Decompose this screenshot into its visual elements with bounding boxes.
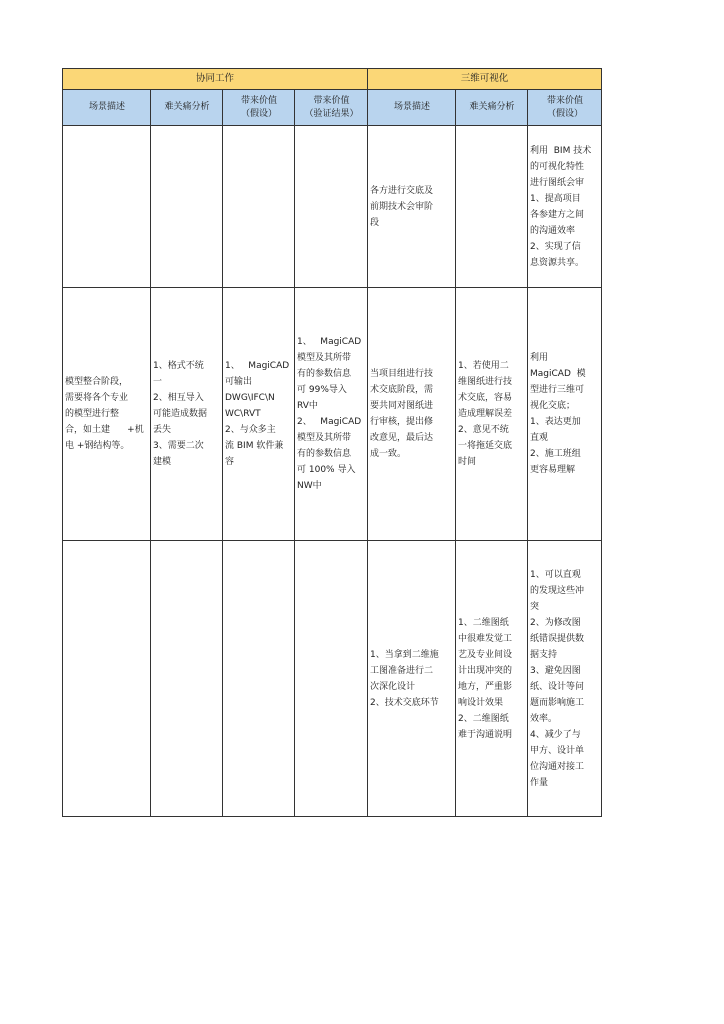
table-cell: 各方进行交底及 前期技术会审阶 段 [370, 185, 434, 228]
group-viz-header: 三维可视化 [368, 69, 602, 90]
header-difficulty-viz: 难关痛分析 [469, 102, 515, 112]
table-cell: 1、 MagiCAD 模型及其所带 有的参数信息 可 99%导入 RV中 2、 MagiCAD 模型及其所带 有的参数信息 可 100% 导入 NW中 [297, 337, 362, 491]
header-value-verified: 带来价值 （验证结果） [304, 95, 359, 119]
table-cell: 1、 MagiCAD 可输出 DWG\IFC\N WC\RVT 2、与众多主 流 BIM 软件兼 容 [225, 361, 290, 467]
header-scene: 场景描述 [88, 102, 125, 112]
table-cell: 当项目组进行技 术交底阶段，需 要共同对图纸进 行审核，提出修 改意见，最后达 成一致。 [370, 369, 434, 459]
requirements-table [62, 68, 602, 817]
table-cell: 利用 MagiCAD 模 型进行三维可 视化交底； 1、表达更加 直观 2、施工班组 更容易理解 [530, 353, 586, 475]
header-difficulty: 难关痛分析 [164, 102, 210, 112]
header-value-assumed: 带来价值 （假设） [240, 95, 277, 119]
table-row [63, 126, 602, 288]
column-header-row [63, 90, 602, 126]
table-cell: 模型整合阶段， 需要将各个专业 的模型进行整 合，如土建 +机 电 +钢结构等。 [65, 377, 144, 451]
table-cell: 1、二维图纸 中很难发觉工 艺及专业间设 计出现冲突的 地方，严重影 响设计效果 2、二维图纸 难于沟通说明 [458, 617, 513, 740]
table-cell: 1、格式不统 一 2、相互导入 可能造成数据 丢失 3、需要二次 建模 [153, 361, 208, 467]
header-value-assumed-viz: 带来价值 （假设） [547, 95, 584, 119]
table-cell: 利用 BIM 技术 的可视化特性 进行图纸会审 1、提高项目 各参建方之间 的沟通效率 2、实现了信 息资源共享。 [530, 145, 592, 268]
table-row [63, 541, 602, 817]
table-row [63, 288, 602, 541]
group-collab-header: 协同工作 [63, 69, 368, 90]
table-cell: 1、可以直观 的发现这些冲 突 2、为修改图 纸错误提供数 据支持 3、避免因图 纸、设计等问 题而影响施工 效率。 4、减少了与 甲方、设计单 位沟通对接工 作量 [530, 569, 585, 788]
group-header-row [63, 69, 602, 90]
header-scene-viz: 场景描述 [394, 102, 431, 112]
table-cell: 1、若使用二 维图纸进行技 术交底，容易 造成理解误差 2、意见不统 一将拖延交底 时间 [458, 361, 513, 467]
table-cell: 1、当拿到二维施 工图准备进行二 次深化设计 2、技术交底环节 [370, 649, 439, 708]
